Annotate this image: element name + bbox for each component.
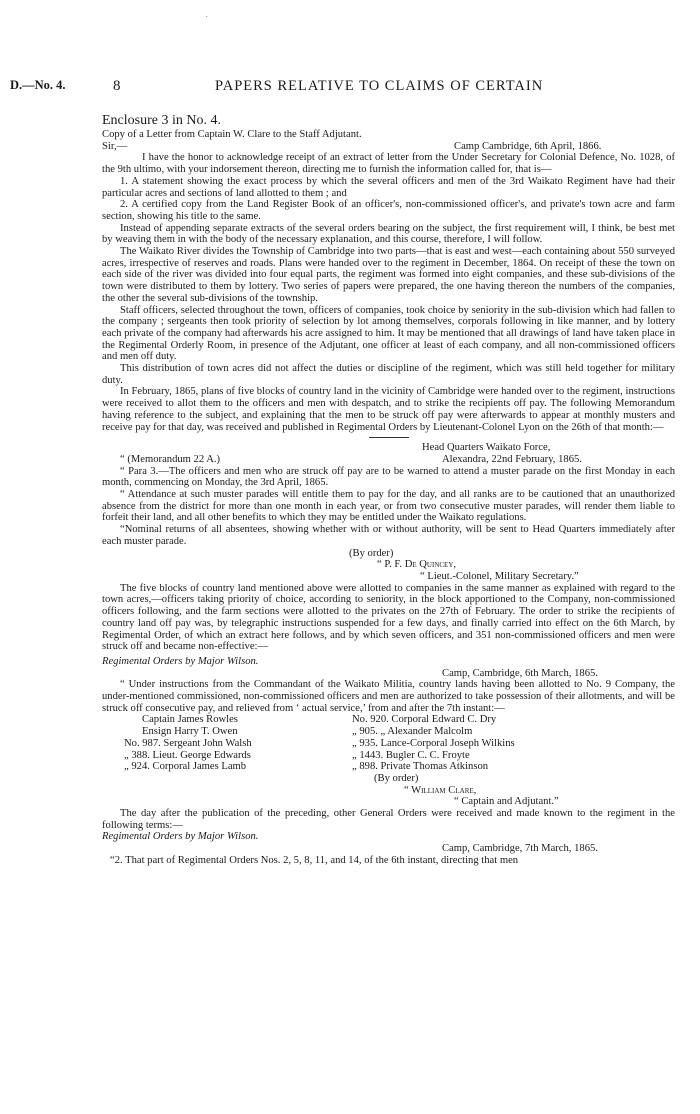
section-divider bbox=[369, 437, 409, 438]
list-item: Ensign Harry T. Owen bbox=[142, 726, 238, 738]
orders-heading: Regimental Orders by Major Wilson. bbox=[102, 831, 259, 843]
list-item: Captain James Rowles bbox=[142, 714, 238, 726]
orders-heading: Regimental Orders by Major Wilson. bbox=[102, 655, 259, 667]
paragraph: 2. A certified copy from the Land Register Book of an officer's, non-commissioned officer's, and private's town acre and farm section, showing his title to the same. bbox=[102, 199, 675, 222]
running-title: PAPERS RELATIVE TO CLAIMS OF CERTAIN bbox=[215, 78, 544, 94]
document-body bbox=[102, 112, 675, 867]
page-number: 8 bbox=[113, 78, 121, 94]
memo-hq: Head Quarters Waikato Force, bbox=[422, 442, 551, 454]
letter-caption: Copy of a Letter from Captain W. Clare to the Staff Adjutant. bbox=[102, 129, 362, 140]
memo-date: Alexandra, 22nd February, 1865. bbox=[442, 453, 582, 465]
page-mark: · bbox=[205, 12, 209, 23]
memo-by-order: (By order) bbox=[349, 547, 394, 559]
list-item: „ 905. „ Alexander Malcolm bbox=[352, 726, 473, 738]
list-item: No. 920. Corporal Edward C. Dry bbox=[352, 714, 497, 726]
name-list bbox=[102, 714, 675, 784]
paragraph: This distribution of town acres did not affect the duties or discipline of the regiment, which was still held together for military duty. bbox=[102, 363, 675, 386]
paragraph: Instead of appending separate extracts of the several orders bearing on the subject, the first requirement will, I think, be best met by weaving them in with the body of the necessary explanation, and this course, therefore, I will follow. bbox=[102, 222, 675, 246]
enclosure-title: Enclosure 3 in No. 4. bbox=[102, 113, 221, 128]
paragraph: Staff officers, selected throughout the town, officers of companies, took choice by seniority in the sub-division which had fallen to the company ; sergeants then took priority of selection by lot among themselves, corporals following in like manner, and by lottery each private of the company had afterwards his acre assigned to him. It may be mentioned that all drawings of land have taken place in the Regimental Orderly Room, in presence of the Adjutant, one officer at least of each company, and all non-commissioned officers and men off duty. bbox=[102, 304, 675, 363]
list-item: No. 987. Sergeant John Walsh bbox=[124, 737, 252, 749]
list-item: „ 388. Lieut. George Edwards bbox=[124, 749, 251, 761]
letter-place-date: Camp Cambridge, 6th April, 1866. bbox=[454, 140, 602, 152]
paragraph: I have the honor to acknowledge receipt of an extract of letter from the Under Secretary for Colonial Defence, No. 1028, of the 9th ultimo, with your indorsement thereon, directing me to furnish the information called for, that is— bbox=[102, 152, 675, 176]
running-header bbox=[10, 78, 690, 98]
salutation-line bbox=[102, 141, 675, 153]
list-item: „ 924. Corporal James Lamb bbox=[124, 761, 247, 773]
name-list-right bbox=[352, 714, 675, 784]
memo-paragraph: “Nominal returns of all absentees, showing whether with or without authority, will be sent to Head Quarters immediately after each muster parade. bbox=[102, 524, 675, 547]
memo-paragraph: “ Para 3.—The officers and men who are struck off pay are to be warned to attend a muster parade on the first Monday in each month, commencing on Monday, the 3rd April, 1865. bbox=[102, 465, 675, 489]
orders-place-date: Camp, Cambridge, 6th March, 1865. bbox=[442, 667, 598, 679]
paragraph: The day after the publication of the preceding, other General Orders were received and made known to the regiment in the following terms:— bbox=[102, 808, 675, 831]
list-item: „ 1443. Bugler C. C. Froyte bbox=[352, 749, 470, 761]
orders-place-date: Camp, Cambridge, 7th March, 1865. bbox=[442, 843, 598, 855]
memo-paragraph: “ Attendance at such muster parades will entitle them to pay for the day, and all ranks are to be cautioned that an unauthorized absence from the district for more than one month in each year, or from two consecutive muster parades, will render them liable to forfeit their land, and all other benefits to which they may be entitled under the Waikato regulations. bbox=[102, 489, 675, 524]
memo-ref: “ (Memorandum 22 A.) bbox=[120, 453, 221, 465]
orders-text: “2. That part of Regimental Orders Nos. 2, 5, 8, 11, and 14, of the 6th instant, directing that men bbox=[110, 854, 519, 866]
paragraph: The Waikato River divides the Township of Cambridge into two parts—that is east and west—each containing about 550 surveyed acres, irrespective of reserves and roads. Plans were handed over to the regiment in December, 1864. On receipt of these the town on each side of the river was divided into four equal parts, the regiment was formed into eight companies, and these sub-divisions of the town were distributed to them by lottery. Two series of papers were prepared, the one having thereon the numbers of the companies, the other the several sub-divisions of the township. bbox=[102, 246, 675, 304]
name-list-left bbox=[102, 714, 352, 784]
paragraph: The five blocks of country land mentioned above were allotted to companies in the same manner as explained with regard to the town acres,—officers taking priority of choice, according to seniority, in the block apportioned to the Company, non-commissioned officers following, and the farm sections were allotted to the privates on the 27th of February. The order to strike the recipients of country land off pay was, by telegraphic instructions suspended for a few days, and finally carried into effect on the 6th March, by Regimental Order, of which an extract here follows, and by which seven officers, and 351 non-commissioned officers and men were struck off and became non-effective:— bbox=[102, 582, 675, 653]
memo-signer: “ P. F. De Quincey, bbox=[377, 559, 457, 571]
orders-signer-title: “ Captain and Adjutant.” bbox=[454, 796, 559, 808]
paragraph: 1. A statement showing the exact process by which the several officers and men of the 3rd Waikato Regiment have had their particular acres and sections of land allotted to them ; and bbox=[102, 175, 675, 199]
memo-ref-line bbox=[102, 454, 675, 466]
orders-signer: “ William Clare, bbox=[404, 784, 477, 796]
list-item: „ 935. Lance-Corporal Joseph Wilkins bbox=[352, 737, 515, 749]
orders-by-order: (By order) bbox=[374, 772, 419, 784]
paragraph: In February, 1865, plans of five blocks of country land in the vicinity of Cambridge were handed over to the regiment, instructions were received to allot them to the officers and men with despatch, and to strike the recipients off pay. The following Memorandum having reference to the subject, and explaining that the men to be struck off pay were afterwards to appear at monthly musters and receive pay for that day, was received and published in Regimental Orders by Lieutenant-Colonel Lyon on the 26th of that month:— bbox=[102, 386, 675, 433]
list-item: „ 898. Private Thomas Atkinson bbox=[352, 761, 489, 773]
salutation: Sir,— bbox=[102, 140, 128, 152]
memo-signer-title: “ Lieut.-Colonel, Military Secretary.” bbox=[420, 570, 579, 582]
orders-text: “ Under instructions from the Commandant of the Waikato Militia, country lands having been allotted to No. 9 Company, the under-mentioned commissioned, non-commissioned officers and men are authorized to take possession of their allotments, and will be struck off consecutive pay, and relieved from ‘ actual service,’ from and after the 7th instant:— bbox=[102, 679, 675, 714]
document-code: D.—No. 4. bbox=[10, 78, 66, 92]
